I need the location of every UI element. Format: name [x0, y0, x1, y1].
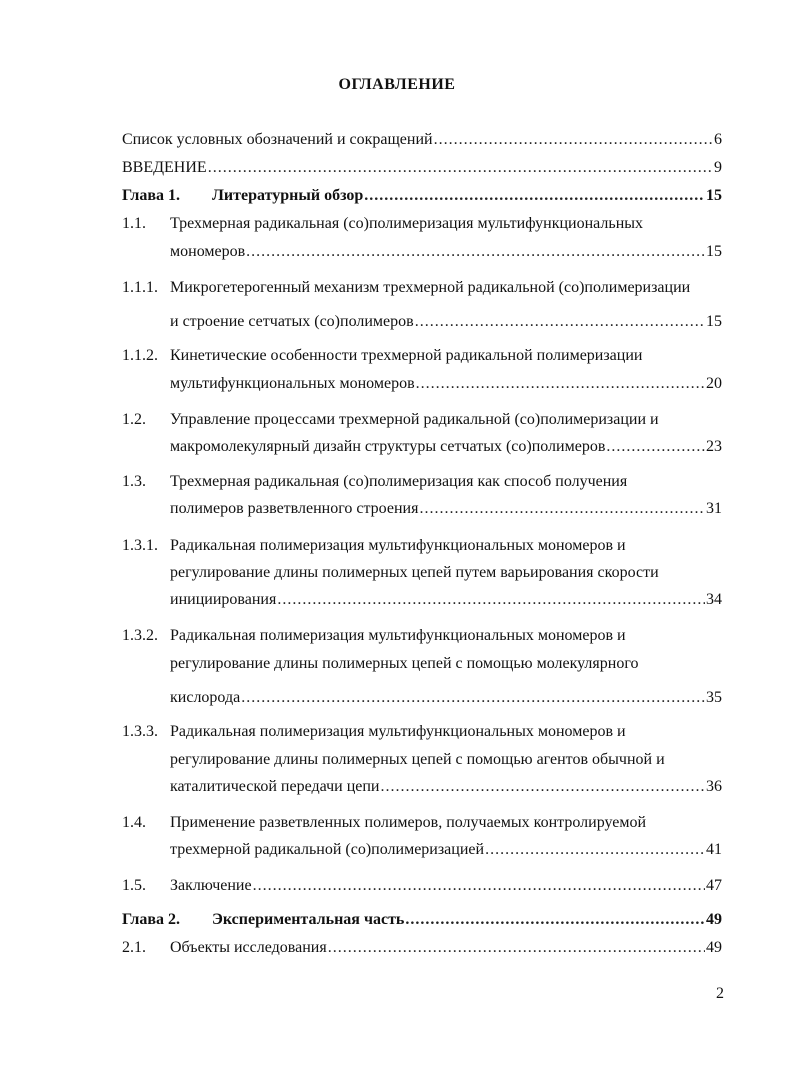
- page-title: ОГЛАВЛЕНИЕ: [338, 76, 456, 93]
- toc-leader-dots: [405, 910, 705, 930]
- toc-leader-dots: [246, 242, 705, 262]
- toc-leader-dots: [253, 876, 705, 896]
- toc-entry-1-1-2-cont: [122, 374, 722, 394]
- toc-entry-1-3-3: [122, 722, 722, 742]
- toc-entry-1-3-2: [122, 626, 722, 646]
- toc-entry-number: 1.3.1.: [122, 537, 158, 554]
- toc-entry-number: 1.2.: [122, 411, 146, 428]
- toc-entry-1-3-2-cont: [122, 654, 722, 674]
- toc-entry-1-5: [122, 876, 722, 896]
- toc-entry-chapter-1: [122, 186, 722, 206]
- toc-entry-text: Экспериментальная часть: [212, 911, 405, 928]
- toc-entry-text: Радикальная полимеризация мультифункциональных мономеров и: [170, 723, 626, 740]
- toc-entry-1-1-1: [122, 278, 722, 298]
- toc-entry-1-2: [122, 410, 722, 430]
- toc-entry-number: Глава 1.: [122, 187, 180, 204]
- toc-entry-text: Объекты исследования: [170, 939, 327, 956]
- toc-entry-1-4: [122, 813, 722, 833]
- toc-entry-number: 1.4.: [122, 814, 146, 831]
- toc-page-number: 34: [706, 591, 722, 608]
- toc-leader-dots: [434, 130, 713, 150]
- toc-leader-dots: [485, 840, 705, 860]
- toc-leader-dots: [208, 158, 713, 178]
- toc-entry-1-1-2: [122, 346, 722, 366]
- toc-entry-number: 1.1.2.: [122, 347, 158, 364]
- toc-entry-number: 1.3.3.: [122, 723, 158, 740]
- toc-entry-abbreviations: [122, 130, 722, 150]
- page-number: 2: [716, 985, 724, 1002]
- toc-entry-1-3-cont: [122, 499, 722, 519]
- toc-entry-text: мономеров: [170, 243, 246, 260]
- toc-entry-number: 1.3.2.: [122, 627, 158, 644]
- toc-entry-text: кислорода: [170, 689, 241, 706]
- toc-page-number: 31: [706, 500, 722, 517]
- toc-entry-text: и строение сетчатых (со)полимеров: [170, 313, 414, 330]
- toc-entry-1-3-1-cont: [122, 563, 722, 583]
- toc-entry-text: ВВЕДЕНИЕ: [122, 159, 207, 176]
- toc-entry-text: Трехмерная радикальная (со)полимеризация как способ получения: [170, 473, 628, 490]
- toc-entry-text: Литературный обзор: [212, 187, 364, 204]
- toc-entry-text: полимеров разветвленного строения: [170, 500, 419, 517]
- toc-entry-text: Трехмерная радикальная (со)полимеризация мультифункциональных: [170, 215, 644, 232]
- toc-entry-number: Глава 2.: [122, 911, 180, 928]
- toc-entry-text: Радикальная полимеризация мультифункциональных мономеров и: [170, 627, 626, 644]
- toc-entry-number: 1.1.1.: [122, 279, 158, 296]
- toc-leader-dots: [364, 186, 705, 206]
- toc-entry-2-1: [122, 938, 722, 958]
- toc-leader-dots: [419, 499, 705, 519]
- toc-page-number: 20: [706, 375, 722, 392]
- toc-entry-1-3-2-cont2: [122, 688, 722, 708]
- toc-entry-1-1-1-cont: [122, 312, 722, 332]
- toc-entry-1-3-3-cont2: [122, 777, 722, 797]
- toc-entry-text: Применение разветвленных полимеров, получаемых контролируемой: [170, 814, 647, 831]
- toc-page-number: 41: [706, 841, 722, 858]
- toc-entry-1-2-cont: [122, 437, 722, 457]
- toc-entry-chapter-2: [122, 910, 722, 930]
- toc-page-number: 15: [706, 187, 722, 204]
- toc-leader-dots: [277, 590, 705, 610]
- toc-leader-dots: [241, 688, 705, 708]
- toc-entry-text: каталитической передачи цепи: [170, 778, 380, 795]
- toc-page-number: 15: [706, 313, 722, 330]
- toc-entry-text: мультифункциональных мономеров: [170, 375, 415, 392]
- toc-entry-number: 1.1.: [122, 215, 146, 232]
- toc-entry-1-1: [122, 214, 722, 234]
- toc-entry-1-3: [122, 472, 722, 492]
- toc-entry-introduction: [122, 158, 722, 178]
- toc-entry-1-4-cont: [122, 840, 722, 860]
- toc-entry-number: 2.1.: [122, 939, 146, 956]
- toc-entry-text: регулирование длины полимерных цепей путем варьирования скорости: [170, 564, 659, 581]
- toc-entry-number: 1.5.: [122, 877, 146, 894]
- toc-leader-dots: [328, 938, 705, 958]
- toc-entry-text: Управление процессами трехмерной радикальной (со)полимеризации и: [170, 411, 659, 428]
- toc-entry-number: 1.3.: [122, 473, 146, 490]
- toc-entry-text: инициирования: [170, 591, 277, 608]
- toc-entry-1-3-1: [122, 536, 722, 556]
- toc-leader-dots: [415, 312, 705, 332]
- toc-entry-text: Заключение: [170, 877, 252, 894]
- toc-page-number: 47: [706, 877, 722, 894]
- toc-entry-text: Кинетические особенности трехмерной радикальной полимеризации: [170, 347, 643, 364]
- toc-page-number: 35: [706, 689, 722, 706]
- toc-entry-text: трехмерной радикальной (со)полимеризацией: [170, 841, 485, 858]
- toc-page-number: 49: [706, 911, 722, 928]
- toc-leader-dots: [416, 374, 705, 394]
- toc-entry-text: регулирование длины полимерных цепей с помощью молекулярного: [170, 655, 639, 672]
- toc-entry-1-1-cont: [122, 242, 722, 262]
- toc-entry-1-3-1-cont2: [122, 590, 722, 610]
- toc-entry-text: макромолекулярный дизайн структуры сетчатых (со)полимеров: [170, 438, 606, 455]
- toc-entry-text: Список условных обозначений и сокращений: [122, 131, 433, 148]
- toc-page-number: 6: [714, 131, 722, 148]
- toc-leader-dots: [380, 777, 705, 797]
- toc-page-number: 9: [714, 159, 722, 176]
- toc-page-number: 49: [706, 939, 722, 956]
- toc-page-number: 36: [706, 778, 722, 795]
- toc-entry-text: Микрогетерогенный механизм трехмерной радикальной (со)полимеризации: [170, 279, 691, 296]
- toc-page-number: 23: [706, 438, 722, 455]
- toc-entry-text: регулирование длины полимерных цепей с помощью агентов обычной и: [170, 751, 665, 768]
- toc-page-number: 15: [706, 243, 722, 260]
- toc-entry-text: Радикальная полимеризация мультифункциональных мономеров и: [170, 537, 626, 554]
- toc-leader-dots: [606, 437, 705, 457]
- toc-entry-1-3-3-cont: [122, 750, 722, 770]
